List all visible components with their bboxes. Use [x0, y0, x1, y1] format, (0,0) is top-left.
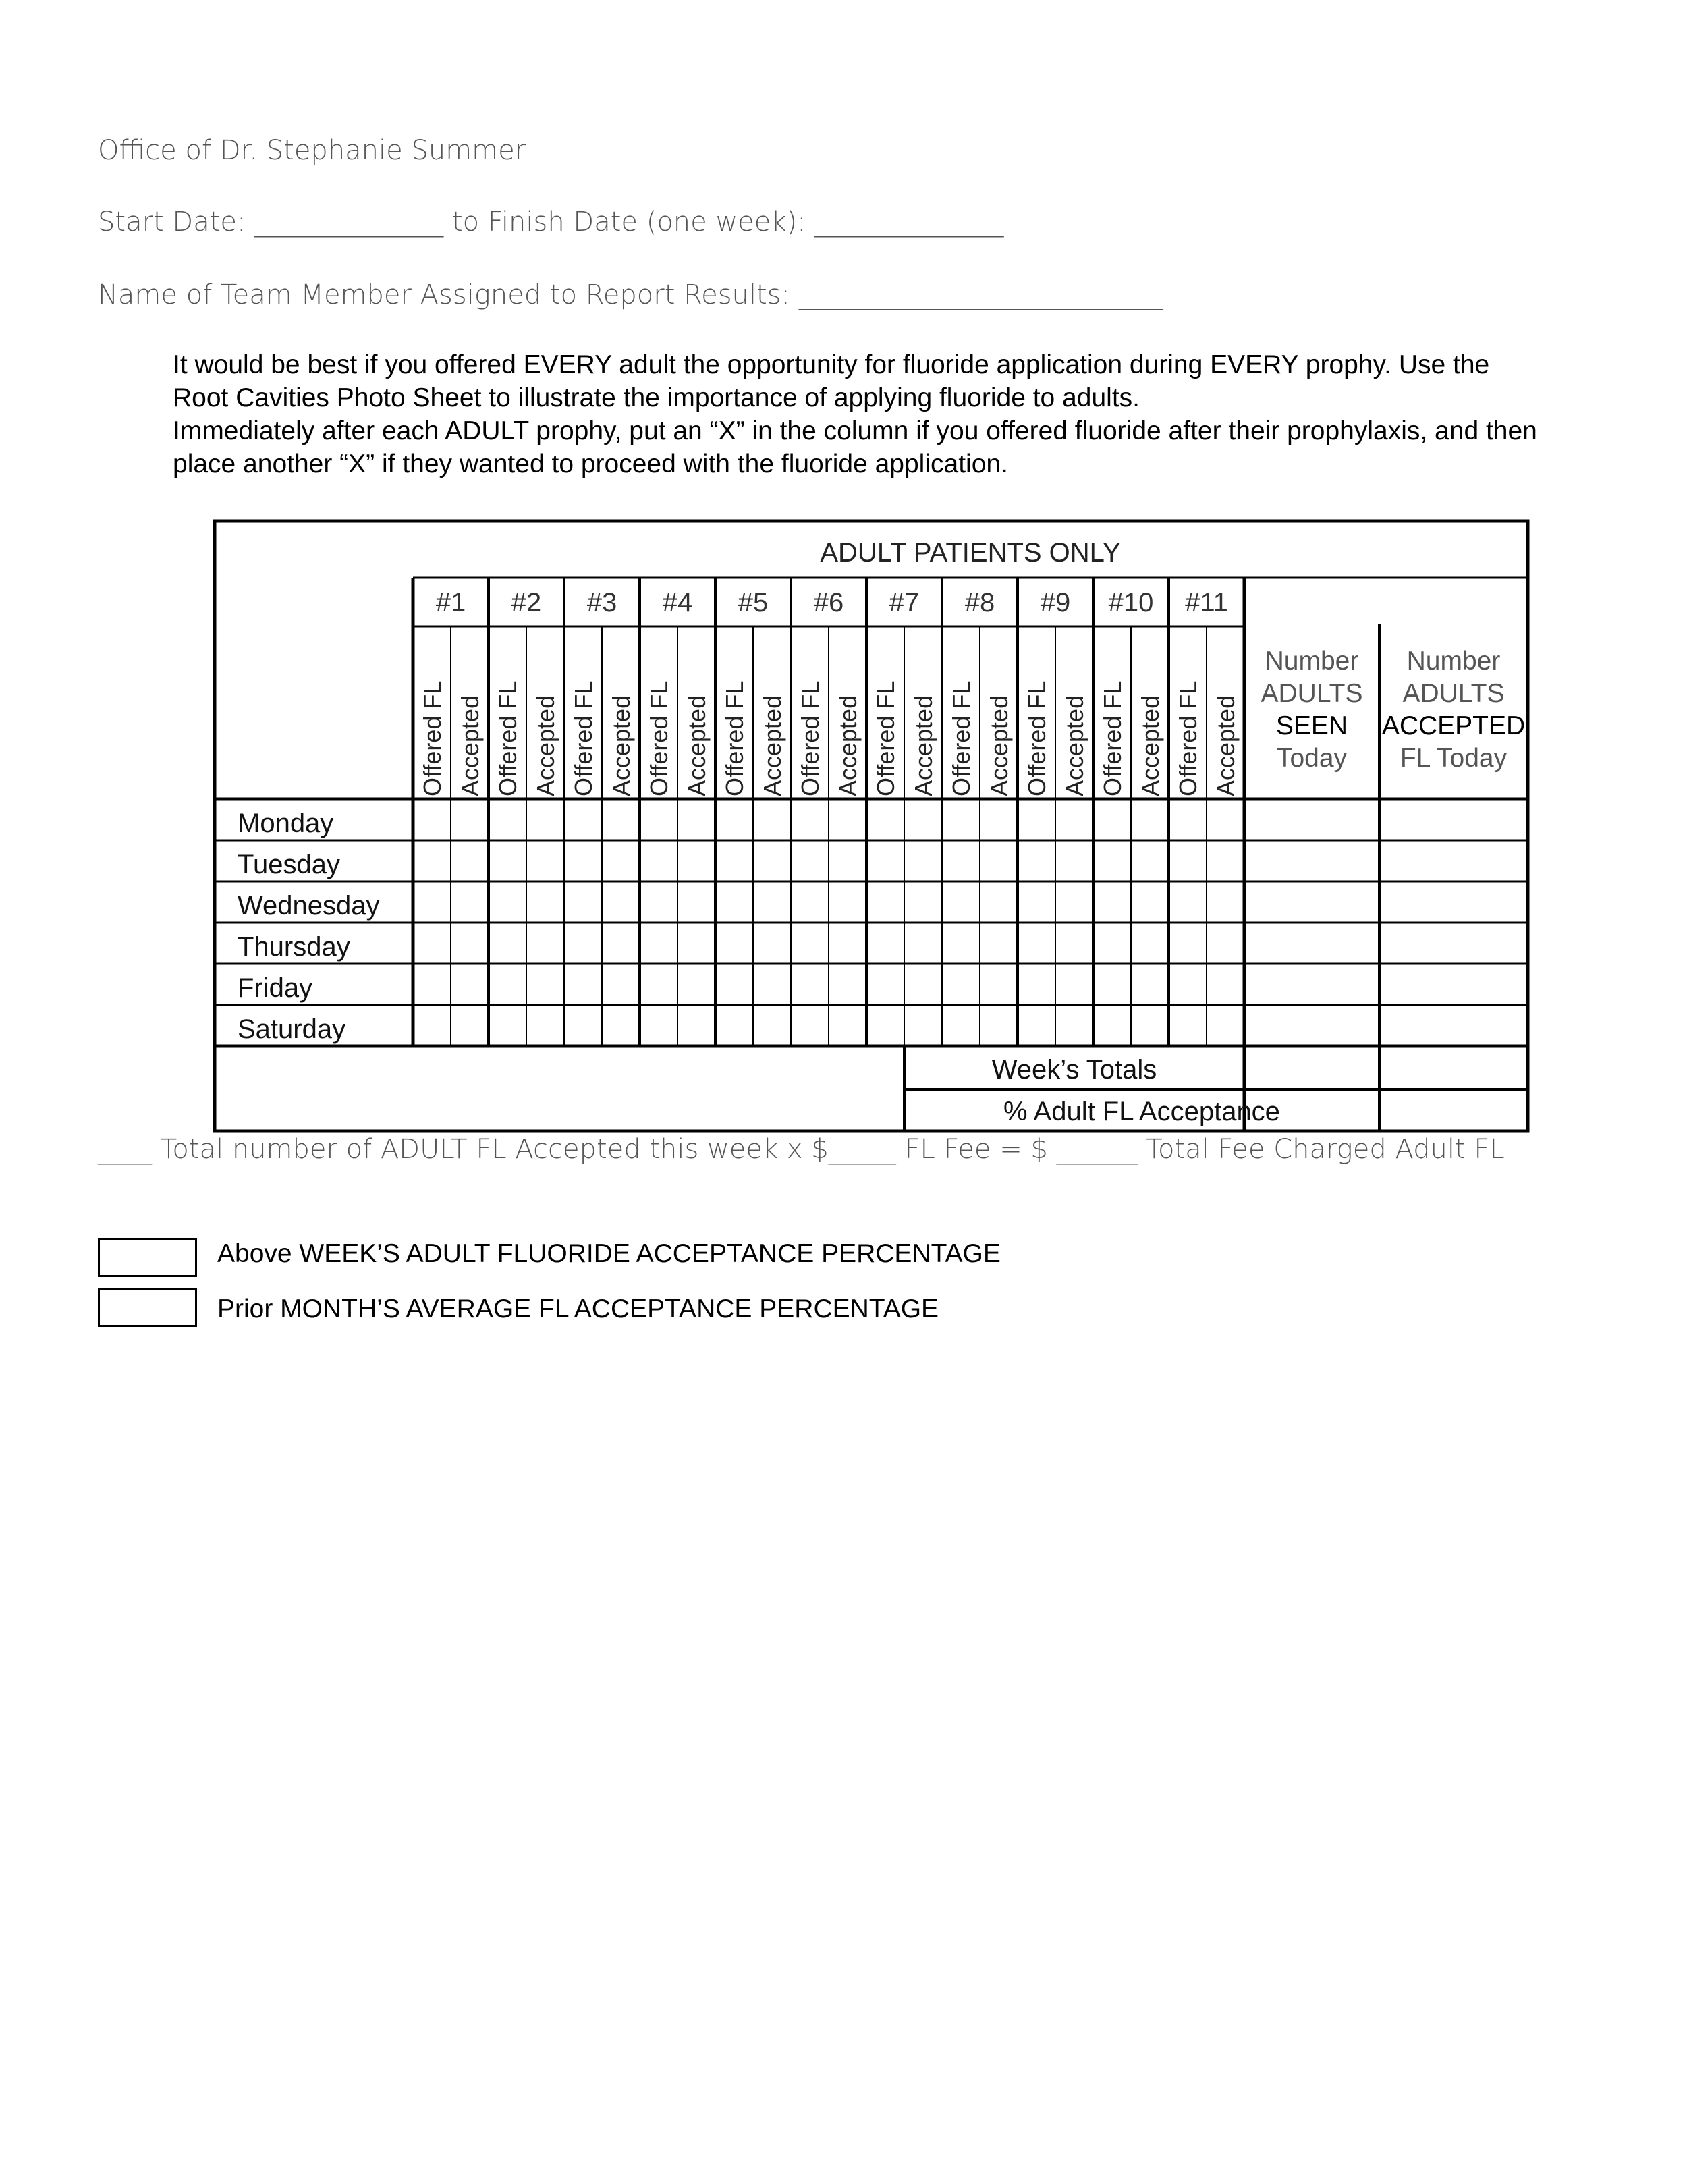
table-title: ADULT PATIENTS ONLY — [820, 538, 1121, 568]
day-input-cell[interactable] — [906, 965, 941, 1004]
patient-number-label: #10 — [1108, 588, 1154, 618]
accepted-header: Accepted — [758, 694, 786, 796]
day-input-cell[interactable] — [981, 883, 1016, 921]
accepted-header: Accepted — [607, 694, 635, 796]
day-input-cell[interactable] — [717, 800, 752, 839]
day-input-cell[interactable] — [981, 924, 1016, 962]
day-input-cell[interactable] — [1170, 924, 1205, 962]
day-input-cell[interactable] — [490, 800, 525, 839]
day-input-cell[interactable] — [1170, 883, 1205, 921]
day-input-cell[interactable] — [943, 800, 978, 839]
day-input-cell[interactable] — [868, 842, 903, 880]
accepted-header: Accepted — [985, 694, 1013, 796]
day-label: Friday — [238, 973, 313, 1003]
day-input-cell[interactable] — [603, 883, 638, 921]
day-input-cell[interactable] — [641, 883, 676, 921]
day-input-cell[interactable] — [1170, 965, 1205, 1004]
seen-header-line: ADULTS — [1261, 679, 1363, 708]
day-input-cell[interactable] — [565, 800, 601, 839]
day-input-cell[interactable] — [1019, 965, 1054, 1004]
accepted-count-cell[interactable] — [1381, 842, 1526, 880]
day-input-cell[interactable] — [868, 800, 903, 839]
day-input-cell[interactable] — [528, 924, 563, 962]
day-label: Saturday — [238, 1014, 346, 1044]
day-input-cell[interactable] — [603, 965, 638, 1004]
accepted-header: Accepted — [532, 694, 559, 796]
day-input-cell[interactable] — [1132, 800, 1167, 839]
day-input-cell[interactable] — [1057, 924, 1092, 962]
day-input-cell[interactable] — [603, 924, 638, 962]
day-input-cell[interactable] — [528, 965, 563, 1004]
day-input-cell[interactable] — [1057, 800, 1092, 839]
day-label: Tuesday — [238, 850, 340, 879]
day-input-cell[interactable] — [414, 924, 449, 962]
patient-number-label: #5 — [738, 588, 769, 618]
day-input-cell[interactable] — [981, 1006, 1016, 1045]
day-input-cell[interactable] — [452, 883, 487, 921]
day-input-cell[interactable] — [1132, 924, 1167, 962]
day-input-cell[interactable] — [868, 924, 903, 962]
day-input-cell[interactable] — [414, 965, 449, 1004]
patient-number-label: #1 — [435, 588, 466, 618]
accepted-header: Accepted — [1061, 694, 1088, 796]
accepted-count-cell[interactable] — [1381, 924, 1526, 962]
weeks-total-accepted-cell[interactable] — [1381, 1048, 1526, 1087]
day-input-cell[interactable] — [906, 883, 941, 921]
day-input-cell[interactable] — [868, 883, 903, 921]
office-name: Office of Dr. Stephanie Summer — [98, 135, 526, 166]
day-input-cell[interactable] — [868, 965, 903, 1004]
day-input-cell[interactable] — [868, 1006, 903, 1045]
acceptance-percent-label: % Adult FL Acceptance — [1003, 1097, 1280, 1126]
day-input-cell[interactable] — [641, 842, 676, 880]
month-acceptance-box[interactable] — [98, 1288, 197, 1327]
day-input-cell[interactable] — [1132, 1006, 1167, 1045]
day-input-cell[interactable] — [717, 924, 752, 962]
day-input-cell[interactable] — [943, 965, 978, 1004]
team-member-line[interactable]: Name of Team Member Assigned to Report Results: ___________________________ — [98, 279, 1163, 310]
day-input-cell[interactable] — [792, 842, 827, 880]
day-input-cell[interactable] — [1170, 1006, 1205, 1045]
day-input-cell[interactable] — [792, 800, 827, 839]
offered-fl-header: Offered FL — [872, 680, 900, 796]
day-input-cell[interactable] — [1057, 965, 1092, 1004]
day-input-cell[interactable] — [943, 1006, 978, 1045]
day-label: Monday — [238, 809, 334, 838]
day-input-cell[interactable] — [1208, 800, 1243, 839]
day-input-cell[interactable] — [906, 842, 941, 880]
day-input-cell[interactable] — [717, 1006, 752, 1045]
day-input-cell[interactable] — [414, 800, 449, 839]
day-input-cell[interactable] — [792, 1006, 827, 1045]
seen-count-cell[interactable] — [1246, 842, 1377, 880]
day-input-cell[interactable] — [679, 1006, 714, 1045]
accepted-count-cell[interactable] — [1381, 965, 1526, 1004]
day-input-cell[interactable] — [565, 965, 601, 1004]
day-input-cell[interactable] — [490, 883, 525, 921]
accepted-header: Accepted — [456, 694, 484, 796]
day-input-cell[interactable] — [943, 883, 978, 921]
day-input-cell[interactable] — [1170, 800, 1205, 839]
day-input-cell[interactable] — [1170, 842, 1205, 880]
date-range-line[interactable]: Start Date: ______________ to Finish Date (one week): ______________ — [98, 207, 1004, 238]
accepted-header: Accepted — [834, 694, 862, 796]
day-input-cell[interactable] — [452, 800, 487, 839]
day-input-cell[interactable] — [830, 965, 865, 1004]
day-input-cell[interactable] — [528, 842, 563, 880]
day-label: Wednesday — [238, 891, 380, 921]
day-input-cell[interactable] — [565, 842, 601, 880]
day-input-cell[interactable] — [717, 842, 752, 880]
day-input-cell[interactable] — [1132, 883, 1167, 921]
accepted-header: Accepted — [683, 694, 711, 796]
day-input-cell[interactable] — [717, 965, 752, 1004]
offered-fl-header: Offered FL — [418, 680, 446, 796]
day-input-cell[interactable] — [1095, 800, 1130, 839]
day-input-cell[interactable] — [1132, 842, 1167, 880]
day-input-cell[interactable] — [906, 924, 941, 962]
day-input-cell[interactable] — [943, 842, 978, 880]
day-input-cell[interactable] — [830, 1006, 865, 1045]
offered-fl-header: Offered FL — [494, 680, 522, 796]
day-input-cell[interactable] — [1208, 842, 1243, 880]
day-input-cell[interactable] — [414, 883, 449, 921]
day-input-cell[interactable] — [603, 1006, 638, 1045]
accepted-header-line: ACCEPTED — [1381, 711, 1526, 740]
day-input-cell[interactable] — [679, 883, 714, 921]
accepted-header-line: Number — [1406, 647, 1501, 676]
accepted-header: Accepted — [1212, 694, 1240, 796]
day-input-cell[interactable] — [830, 842, 865, 880]
weeks-total-seen-cell[interactable] — [1246, 1048, 1377, 1087]
day-input-cell[interactable] — [490, 1006, 525, 1045]
patient-number-label: #9 — [1040, 588, 1071, 618]
day-input-cell[interactable] — [679, 924, 714, 962]
day-input-cell[interactable] — [1095, 924, 1130, 962]
day-input-cell[interactable] — [528, 800, 563, 839]
day-input-cell[interactable] — [1208, 965, 1243, 1004]
offered-fl-header: Offered FL — [796, 680, 824, 796]
day-input-cell[interactable] — [1019, 800, 1054, 839]
offered-fl-header: Offered FL — [1099, 680, 1126, 796]
day-input-cell[interactable] — [452, 842, 487, 880]
day-input-cell[interactable] — [603, 842, 638, 880]
day-input-cell[interactable] — [528, 883, 563, 921]
day-input-cell[interactable] — [1019, 883, 1054, 921]
day-input-cell[interactable] — [906, 800, 941, 839]
day-input-cell[interactable] — [641, 1006, 676, 1045]
day-input-cell[interactable] — [1019, 1006, 1054, 1045]
day-input-cell[interactable] — [830, 924, 865, 962]
offered-fl-header: Offered FL — [1023, 680, 1051, 796]
accepted-count-cell[interactable] — [1381, 800, 1526, 839]
offered-fl-header: Offered FL — [721, 680, 748, 796]
instructions-paragraph-1: It would be best if you offered EVERY adult the opportunity for fluoride application during EVERY prophy. Use the Root Cavities Photo Sheet to illustrate the importance of applying fluoride to adults. — [173, 350, 1490, 412]
day-input-cell[interactable] — [754, 965, 790, 1004]
day-input-cell[interactable] — [1095, 1006, 1130, 1045]
week-acceptance-label: Above WEEK’S ADULT FLUORIDE ACCEPTANCE PERCENTAGE — [217, 1239, 1001, 1268]
day-input-cell[interactable] — [452, 965, 487, 1004]
day-input-cell[interactable] — [754, 842, 790, 880]
accepted-count-cell[interactable] — [1381, 883, 1526, 921]
day-input-cell[interactable] — [792, 965, 827, 1004]
day-input-cell[interactable] — [981, 965, 1016, 1004]
day-input-cell[interactable] — [679, 800, 714, 839]
day-input-cell[interactable] — [943, 924, 978, 962]
day-input-cell[interactable] — [1019, 924, 1054, 962]
patient-number-label: #2 — [511, 588, 542, 618]
day-input-cell[interactable] — [792, 883, 827, 921]
day-input-cell[interactable] — [1208, 1006, 1243, 1045]
day-input-cell[interactable] — [981, 800, 1016, 839]
seen-count-cell[interactable] — [1246, 924, 1377, 962]
offered-fl-header: Offered FL — [947, 680, 975, 796]
day-input-cell[interactable] — [792, 924, 827, 962]
day-input-cell[interactable] — [565, 1006, 601, 1045]
day-input-cell[interactable] — [830, 800, 865, 839]
seen-count-cell[interactable] — [1246, 800, 1377, 839]
day-input-cell[interactable] — [754, 800, 790, 839]
day-input-cell[interactable] — [1208, 924, 1243, 962]
day-input-cell[interactable] — [414, 842, 449, 880]
day-input-cell[interactable] — [1095, 842, 1130, 880]
day-input-cell[interactable] — [981, 842, 1016, 880]
accepted-header-line: ADULTS — [1402, 679, 1505, 708]
seen-header-line: SEEN — [1275, 711, 1348, 740]
day-input-cell[interactable] — [1057, 1006, 1092, 1045]
accepted-header: Accepted — [1136, 694, 1164, 796]
day-label: Thursday — [238, 932, 350, 962]
day-input-cell[interactable] — [1132, 965, 1167, 1004]
day-input-cell[interactable] — [452, 924, 487, 962]
patient-number-label: #4 — [662, 588, 693, 618]
weeks-totals-label: Week’s Totals — [991, 1055, 1157, 1085]
day-input-cell[interactable] — [490, 924, 525, 962]
seen-header-line: Number — [1265, 647, 1359, 676]
day-input-cell[interactable] — [1019, 842, 1054, 880]
day-input-cell[interactable] — [679, 842, 714, 880]
day-input-cell[interactable] — [754, 924, 790, 962]
offered-fl-header: Offered FL — [1174, 680, 1202, 796]
day-input-cell[interactable] — [641, 965, 676, 1004]
day-input-cell[interactable] — [565, 883, 601, 921]
accepted-header: Accepted — [910, 694, 937, 796]
day-input-cell[interactable] — [717, 883, 752, 921]
day-input-cell[interactable] — [906, 1006, 941, 1045]
month-acceptance-label: Prior MONTH’S AVERAGE FL ACCEPTANCE PERCENTAGE — [217, 1294, 939, 1323]
day-input-cell[interactable] — [528, 1006, 563, 1045]
seen-header-line: Today — [1276, 744, 1348, 773]
patient-number-label: #11 — [1185, 588, 1228, 618]
patient-number-label: #8 — [964, 588, 995, 618]
day-input-cell[interactable] — [452, 1006, 487, 1045]
day-input-cell[interactable] — [1208, 883, 1243, 921]
patient-number-label: #7 — [889, 588, 920, 618]
seen-count-cell[interactable] — [1246, 965, 1377, 1004]
week-acceptance-box[interactable] — [98, 1238, 197, 1277]
day-input-cell[interactable] — [1095, 883, 1130, 921]
offered-fl-header: Offered FL — [570, 680, 597, 796]
day-input-cell[interactable] — [565, 924, 601, 962]
day-input-cell[interactable] — [490, 842, 525, 880]
patient-number-label: #6 — [813, 588, 844, 618]
day-input-cell[interactable] — [679, 965, 714, 1004]
day-input-cell[interactable] — [603, 800, 638, 839]
day-input-cell[interactable] — [754, 883, 790, 921]
instructions-paragraph-2: Immediately after each ADULT prophy, put an “X” in the column if you offered fluoride after their prophylaxis, and then place another “X” if they wanted to proceed with the fluoride application. — [173, 416, 1537, 479]
day-input-cell[interactable] — [1057, 842, 1092, 880]
accepted-count-cell[interactable] — [1381, 1006, 1526, 1045]
seen-count-cell[interactable] — [1246, 883, 1377, 921]
offered-fl-header: Offered FL — [645, 680, 673, 796]
accepted-header-line: FL Today — [1400, 744, 1508, 773]
patient-number-label: #3 — [586, 588, 617, 618]
day-input-cell[interactable] — [414, 1006, 449, 1045]
day-input-cell[interactable] — [490, 965, 525, 1004]
fee-calculation-line[interactable]: ____ Total number of ADULT FL Accepted this week x $_____ FL Fee = $ ______ Total Fee Charged Adult FL — [98, 1134, 1505, 1165]
day-input-cell[interactable] — [1057, 883, 1092, 921]
day-input-cell[interactable] — [830, 883, 865, 921]
acceptance-percent-cell[interactable] — [1381, 1091, 1526, 1129]
day-input-cell[interactable] — [754, 1006, 790, 1045]
day-input-cell[interactable] — [1095, 965, 1130, 1004]
day-input-cell[interactable] — [641, 924, 676, 962]
seen-count-cell[interactable] — [1246, 1006, 1377, 1045]
day-input-cell[interactable] — [641, 800, 676, 839]
